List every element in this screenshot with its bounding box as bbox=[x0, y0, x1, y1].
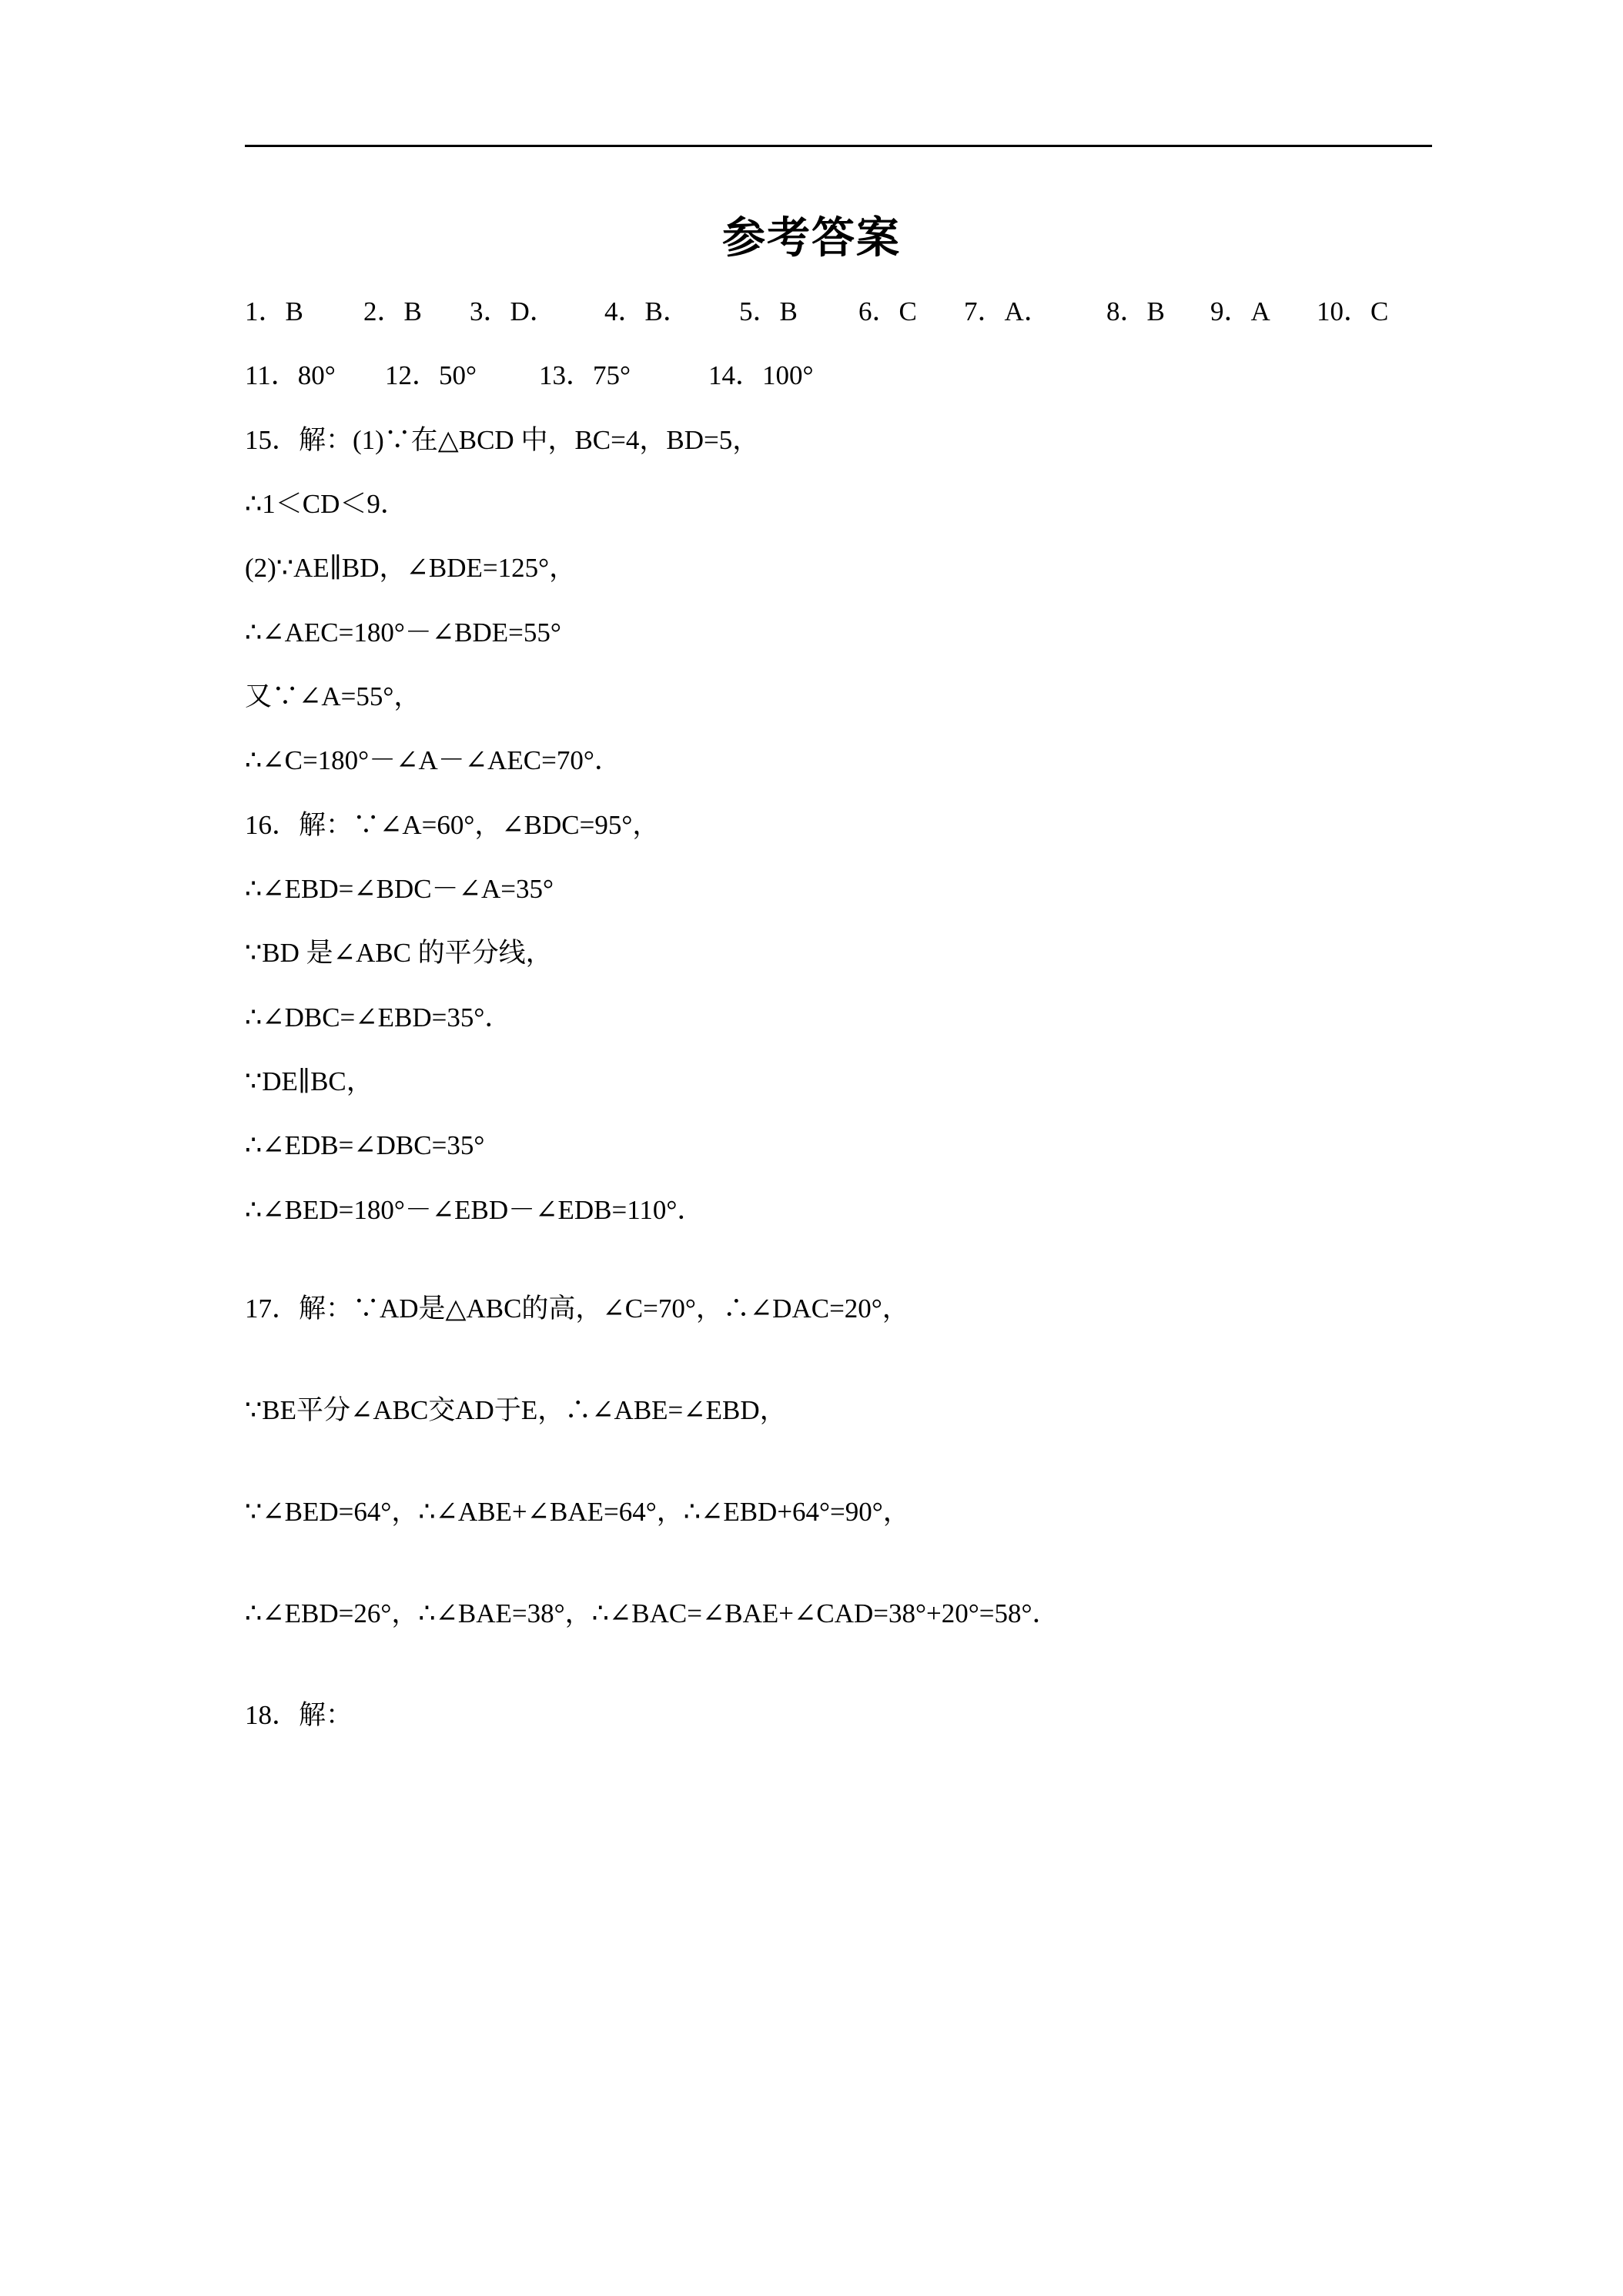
solution-16-line-6: ∴∠EDB=∠DBC=35° bbox=[245, 1130, 485, 1160]
solution-16-line-7: ∴∠BED=180°－∠EBD－∠EDB=110°． bbox=[245, 1195, 704, 1225]
solution-17-line-3: ∵∠BED=64°，∴∠ABE+∠BAE=64°，∴∠EBD+64°=90°， bbox=[245, 1497, 910, 1527]
answer-3: 3．D． bbox=[470, 296, 557, 326]
header-rule bbox=[245, 145, 1432, 147]
answer-2: 2．B bbox=[363, 296, 422, 326]
answer-11: 11．80° bbox=[245, 360, 336, 390]
solution-17-line-2: ∵BE平分∠ABC交AD于E，∴∠ABE=∠EBD， bbox=[245, 1395, 787, 1425]
answer-1: 1．B bbox=[245, 296, 303, 326]
solution-15-line-4: ∴∠AEC=180°－∠BDE=55° bbox=[245, 618, 561, 648]
answer-4: 4．B． bbox=[604, 296, 690, 326]
answer-12: 12．50° bbox=[385, 360, 477, 390]
answer-9: 9．A bbox=[1210, 296, 1270, 326]
choice-answers-row bbox=[0, 293, 1623, 339]
solution-17-line-4: ∴∠EBD=26°，∴∠BAE=38°，∴∠BAC=∠BAE+∠CAD=38°+20°=58°． bbox=[245, 1598, 1059, 1628]
answer-10: 10．C bbox=[1317, 296, 1389, 326]
solution-16-line-4: ∴∠DBC=∠EBD=35°． bbox=[245, 1002, 512, 1033]
answer-6: 6．C bbox=[858, 296, 917, 326]
solution-16-line-3: ∵BD 是∠ABC 的平分线， bbox=[245, 938, 553, 968]
answer-7: 7．A． bbox=[964, 296, 1051, 326]
solution-15-line-1: 15．解：(1)∵在△BCD 中，BC=4，BD=5， bbox=[245, 425, 760, 455]
fill-answers-row bbox=[0, 356, 1623, 403]
solution-16-line-1: 16．解：∵∠A=60°，∠BDC=95°， bbox=[245, 810, 660, 840]
solution-15-line-3: (2)∵AE∥BD，∠BDE=125°， bbox=[245, 553, 577, 583]
answer-14: 14．100° bbox=[708, 360, 814, 390]
solution-16-line-5: ∵DE∥BC， bbox=[245, 1066, 373, 1096]
solution-18-line-1: 18．解： bbox=[245, 1700, 353, 1730]
solution-17-line-1: 17．解：∵AD是△ABC的高，∠C=70°，∴∠DAC=20°， bbox=[245, 1294, 909, 1324]
answer-8: 8．B bbox=[1106, 296, 1165, 326]
solution-15-line-2: ∴1＜CD＜9． bbox=[245, 489, 407, 519]
page-title: 参考答案 bbox=[722, 213, 901, 263]
solution-15-line-5: 又∵∠A=55°， bbox=[245, 681, 421, 711]
answer-13: 13．75° bbox=[539, 360, 631, 390]
answer-5: 5．B bbox=[739, 296, 798, 326]
solution-15-line-6: ∴∠C=180°－∠A－∠AEC=70°． bbox=[245, 745, 621, 775]
solution-16-line-2: ∴∠EBD=∠BDC－∠A=35° bbox=[245, 874, 554, 904]
